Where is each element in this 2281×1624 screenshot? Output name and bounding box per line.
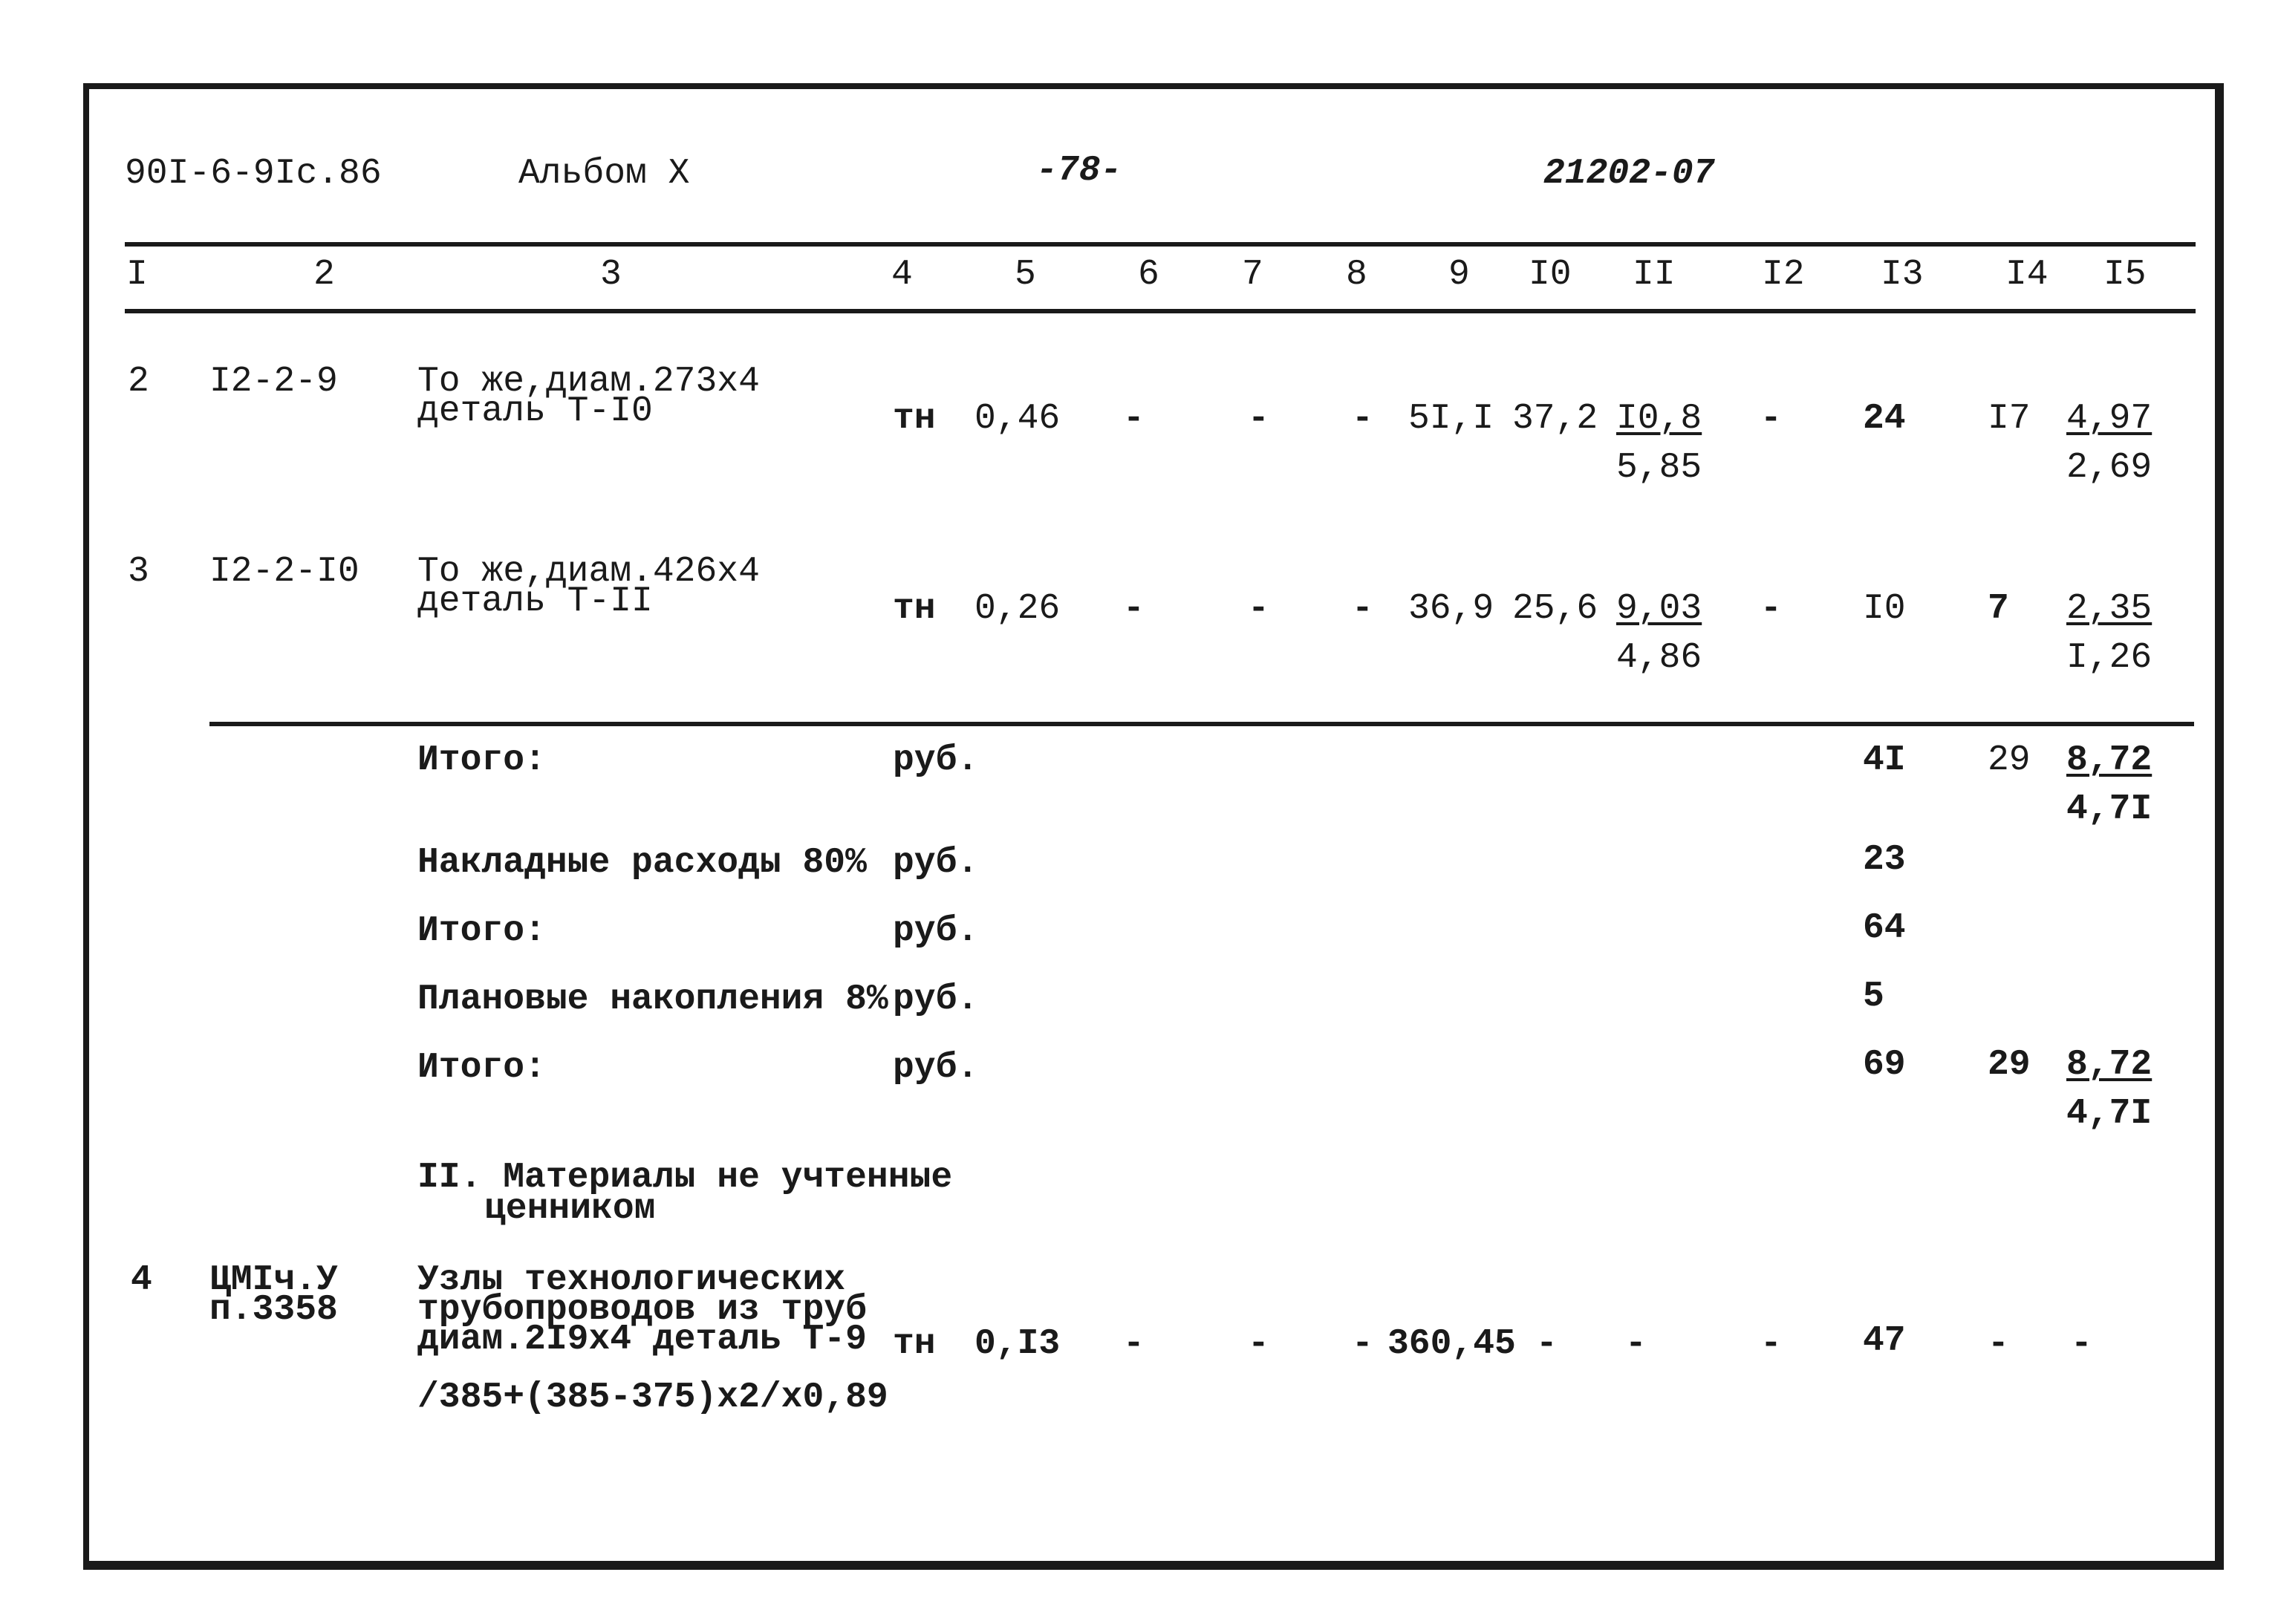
- cell-13: I0: [1863, 589, 1906, 629]
- column-header: I3: [1881, 255, 1924, 295]
- cell-10: -: [1536, 1324, 1558, 1364]
- summary-unit: руб.: [893, 740, 979, 780]
- cell-9: 36,9: [1408, 589, 1494, 629]
- column-header: 3: [600, 255, 622, 295]
- summary-cell-14: 29: [1988, 740, 2031, 780]
- summary-cell-15-top: 8,72: [2066, 740, 2153, 780]
- unit: тн: [893, 1324, 936, 1364]
- item-name-line: диам.2I9х4 деталь Т-9: [417, 1320, 867, 1360]
- summary-cell-15-bottom: 4,7I: [2066, 789, 2153, 829]
- column-header: I: [126, 255, 148, 295]
- summary-cell-13: 5: [1863, 976, 1884, 1017]
- cell-9: 360,45: [1387, 1324, 1516, 1364]
- cell-15: -: [2071, 1324, 2092, 1364]
- summary-label: Итого:: [417, 911, 546, 951]
- cell-12: -: [1760, 589, 1782, 629]
- column-header: 4: [891, 255, 913, 295]
- item-name-line: То же,диам.273х4: [417, 362, 760, 402]
- column-header: 5: [1015, 255, 1036, 295]
- summary-label: Итого:: [417, 1048, 546, 1088]
- summary-cell-13: 69: [1863, 1045, 1906, 1085]
- column-header: 7: [1242, 255, 1263, 295]
- cell-9: 5I,I: [1408, 399, 1494, 439]
- cell-15-top: 2,35: [2066, 589, 2153, 629]
- page-number: -78-: [1036, 151, 1122, 191]
- item-name-line: деталь Т-II: [417, 581, 653, 622]
- summary-cell-15-bottom: 4,7I: [2066, 1094, 2153, 1134]
- cell-5: 0,I3: [974, 1324, 1061, 1364]
- unit: тн: [893, 589, 936, 629]
- item-name-line: деталь Т-I0: [417, 391, 653, 431]
- cell-10: 37,2: [1512, 399, 1598, 439]
- item-code: ЦМIч.У: [209, 1260, 338, 1300]
- item-code-ref: п.3358: [209, 1290, 338, 1330]
- summary-label: Плановые накопления 8%: [417, 979, 888, 1020]
- cell-14: -: [1988, 1324, 2009, 1364]
- cell-11-bottom: 4,86: [1616, 638, 1702, 678]
- cell-8: -: [1352, 399, 1373, 439]
- cell-12: -: [1760, 1324, 1782, 1364]
- cell-13: 47: [1863, 1321, 1906, 1361]
- header-bottom-rule: [125, 309, 2196, 313]
- column-header: I2: [1762, 255, 1805, 295]
- cell-14: 7: [1988, 589, 2009, 629]
- section-heading: II. Материалы не учтенные: [417, 1158, 953, 1198]
- cell-7: -: [1248, 399, 1269, 439]
- cell-8: -: [1352, 589, 1373, 629]
- column-header: 2: [313, 255, 335, 295]
- row-number: 3: [128, 552, 149, 592]
- cell-6: -: [1123, 589, 1145, 629]
- document-number: 21202-07: [1543, 154, 1715, 194]
- row-number: 4: [131, 1260, 152, 1300]
- item-name-line: /385+(385-375)х2/х0,89: [417, 1377, 888, 1418]
- cell-11-top: I0,8: [1616, 399, 1702, 439]
- cell-6: -: [1123, 1324, 1145, 1364]
- summary-unit: руб.: [893, 1048, 979, 1088]
- column-header: I0: [1529, 255, 1572, 295]
- summary-cell-14: 29: [1988, 1045, 2031, 1085]
- summary-unit: руб.: [893, 911, 979, 951]
- summary-unit: руб.: [893, 979, 979, 1020]
- header-top-rule: [125, 242, 2196, 247]
- cell-5: 0,26: [974, 589, 1061, 629]
- section-heading-cont: ценником: [484, 1189, 656, 1229]
- cell-15-bottom: I,26: [2066, 638, 2153, 678]
- summary-rule: [209, 722, 2194, 726]
- cell-10: 25,6: [1512, 589, 1598, 629]
- column-header: 8: [1346, 255, 1367, 295]
- summary-unit: руб.: [893, 843, 979, 883]
- cell-14: I7: [1988, 399, 2031, 439]
- column-header: I5: [2103, 255, 2147, 295]
- cell-7: -: [1248, 589, 1269, 629]
- cell-11: -: [1625, 1324, 1647, 1364]
- item-name-line: То же,диам.426х4: [417, 552, 760, 592]
- summary-label: Накладные расходы 80%: [417, 843, 867, 883]
- item-code: I2-2-9: [209, 362, 338, 402]
- item-code: I2-2-I0: [209, 552, 359, 592]
- cell-15-top: 4,97: [2066, 399, 2153, 439]
- item-name-line: трубопроводов из труб: [417, 1290, 867, 1330]
- summary-label: Итого:: [417, 740, 546, 780]
- summary-cell-13: 23: [1863, 840, 1906, 880]
- cell-13: 24: [1863, 399, 1906, 439]
- cell-6: -: [1123, 399, 1145, 439]
- cell-11-top: 9,03: [1616, 589, 1702, 629]
- cell-7: -: [1248, 1324, 1269, 1364]
- cell-11-bottom: 5,85: [1616, 448, 1702, 488]
- column-header: I4: [2005, 255, 2049, 295]
- summary-cell-13: 64: [1863, 908, 1906, 948]
- document-code: 90I-6-9Iс.86: [125, 154, 382, 194]
- summary-cell-15-top: 8,72: [2066, 1045, 2153, 1085]
- row-number: 2: [128, 362, 149, 402]
- column-header: II: [1633, 255, 1676, 295]
- cell-8: -: [1352, 1324, 1373, 1364]
- column-header: 9: [1448, 255, 1470, 295]
- cell-15-bottom: 2,69: [2066, 448, 2153, 488]
- summary-cell-13: 4I: [1863, 740, 1906, 780]
- column-header: 6: [1138, 255, 1159, 295]
- item-name-line: Узлы технологических: [417, 1260, 846, 1300]
- album-title: Альбом X: [518, 154, 690, 194]
- cell-5: 0,46: [974, 399, 1061, 439]
- unit: тн: [893, 399, 936, 439]
- cell-12: -: [1760, 399, 1782, 439]
